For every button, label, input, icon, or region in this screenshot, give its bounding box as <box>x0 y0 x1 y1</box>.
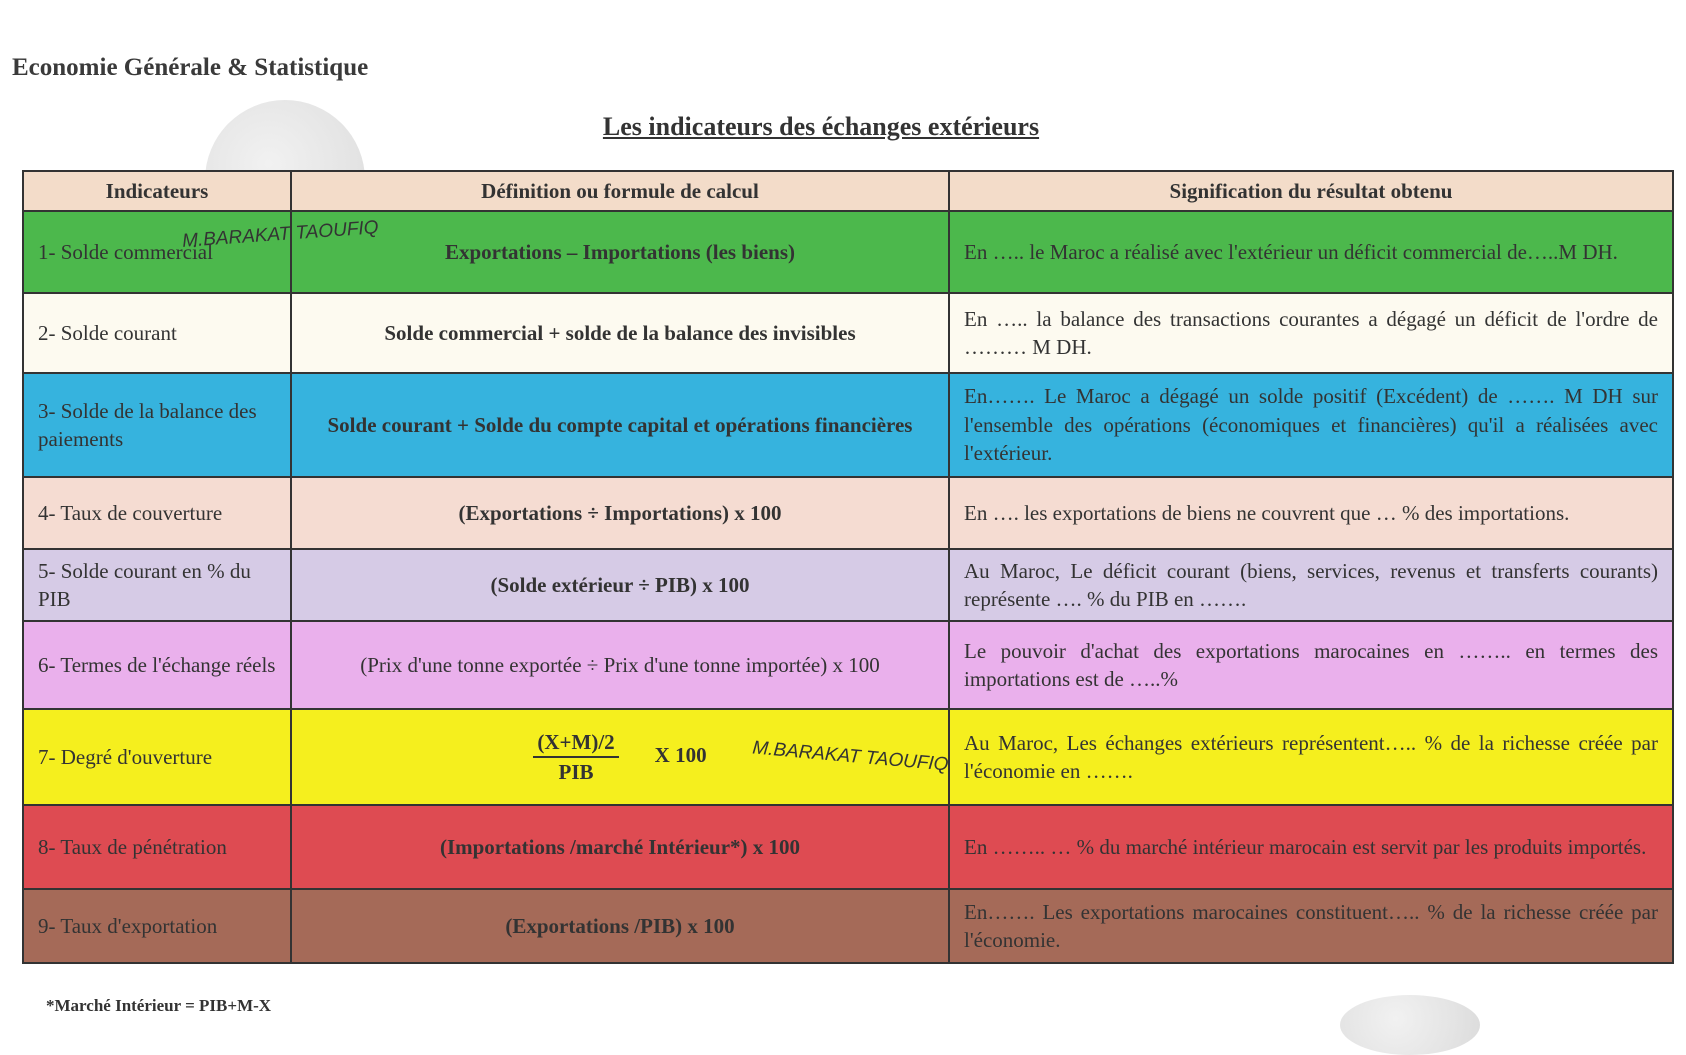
indicator-meaning: En …. les exportations de biens ne couvrent que … % des importations. <box>949 477 1673 549</box>
header-meaning: Signification du résultat obtenu <box>949 171 1673 211</box>
signature-mark-top: M.BARAKAT TAOUFIQ <box>181 217 380 252</box>
formula-fraction <box>533 728 618 787</box>
indicator-name: 6- Termes de l'échange réels <box>23 621 291 709</box>
indicator-name: 8- Taux de pénétration <box>23 805 291 889</box>
header-definition: Définition ou formule de calcul <box>291 171 949 211</box>
document-header-title: Economie Générale & Statistique <box>12 54 369 81</box>
signature-mark-middle: M.BARAKAT TAOUFIQ <box>751 737 950 776</box>
table-row-termes-echange <box>23 621 1673 709</box>
indicator-name: 7- Degré d'ouverture <box>23 709 291 805</box>
table-row-taux-couverture <box>23 477 1673 549</box>
table-header-row <box>23 171 1673 211</box>
indicator-definition: Exportations – Importations (les biens) <box>291 211 949 293</box>
table-row-solde-courant-pib <box>23 549 1673 621</box>
formula-suffix: X 100 <box>654 742 707 767</box>
indicator-meaning: En ….. le Maroc a réalisé avec l'extérieur un déficit commercial de…..M DH. <box>949 211 1673 293</box>
indicator-definition: (Importations /marché Intérieur*) x 100 <box>291 805 949 889</box>
indicator-meaning: Au Maroc, Les échanges extérieurs représentent….. % de la richesse créée par l'économie en ……. <box>949 709 1673 805</box>
table-row-taux-penetration <box>23 805 1673 889</box>
indicator-definition: Solde commercial + solde de la balance des invisibles <box>291 293 949 373</box>
table-row-solde-commercial <box>23 211 1673 293</box>
indicator-name: 5- Solde courant en % du PIB <box>23 549 291 621</box>
indicators-table <box>22 170 1674 964</box>
indicator-name: 4- Taux de couverture <box>23 477 291 549</box>
indicator-meaning: En……. Le Maroc a dégagé un solde positif (Excédent) de ……. M DH sur l'ensemble des opérations (économiques et financières) qu'il a réalisées avec l'extérieur. <box>949 373 1673 477</box>
formula-numerator: (X+M)/2 <box>533 728 618 758</box>
indicator-name: 2- Solde courant <box>23 293 291 373</box>
table-row-balance-paiements <box>23 373 1673 477</box>
indicator-meaning: Au Maroc, Le déficit courant (biens, services, revenus et transferts courants) représente …. % du PIB en ……. <box>949 549 1673 621</box>
header-indicators: Indicateurs <box>23 171 291 211</box>
indicator-meaning: Le pouvoir d'achat des exportations marocaines en …….. en termes des importations est de …..% <box>949 621 1673 709</box>
indicator-name: 3- Solde de la balance des paiements <box>23 373 291 477</box>
indicator-meaning: En …….. … % du marché intérieur marocain est servit par les produits importés. <box>949 805 1673 889</box>
page-heading: Les indicateurs des échanges extérieurs <box>602 112 1040 141</box>
watermark-globe-bottom <box>1340 995 1480 1055</box>
indicator-name: 1- Solde commercial <box>23 211 291 293</box>
indicator-definition: Solde courant + Solde du compte capital et opérations financières <box>291 373 949 477</box>
table-row-solde-courant <box>23 293 1673 373</box>
indicator-name: 9- Taux d'exportation <box>23 889 291 963</box>
formula-denominator: PIB <box>558 760 594 784</box>
indicator-meaning: En ….. la balance des transactions courantes a dégagé un déficit de l'ordre de ……… M DH. <box>949 293 1673 373</box>
indicator-definition: (Solde extérieur ÷ PIB) x 100 <box>291 549 949 621</box>
indicator-meaning: En……. Les exportations marocaines constituent….. % de la richesse créée par l'économie. <box>949 889 1673 963</box>
footnote: *Marché Intérieur = PIB+M-X <box>46 996 272 1015</box>
table-row-taux-exportation <box>23 889 1673 963</box>
indicator-definition: (Exportations /PIB) x 100 <box>291 889 949 963</box>
indicator-definition: (Prix d'une tonne exportée ÷ Prix d'une tonne importée) x 100 <box>291 621 949 709</box>
indicator-definition: (Exportations ÷ Importations) x 100 <box>291 477 949 549</box>
